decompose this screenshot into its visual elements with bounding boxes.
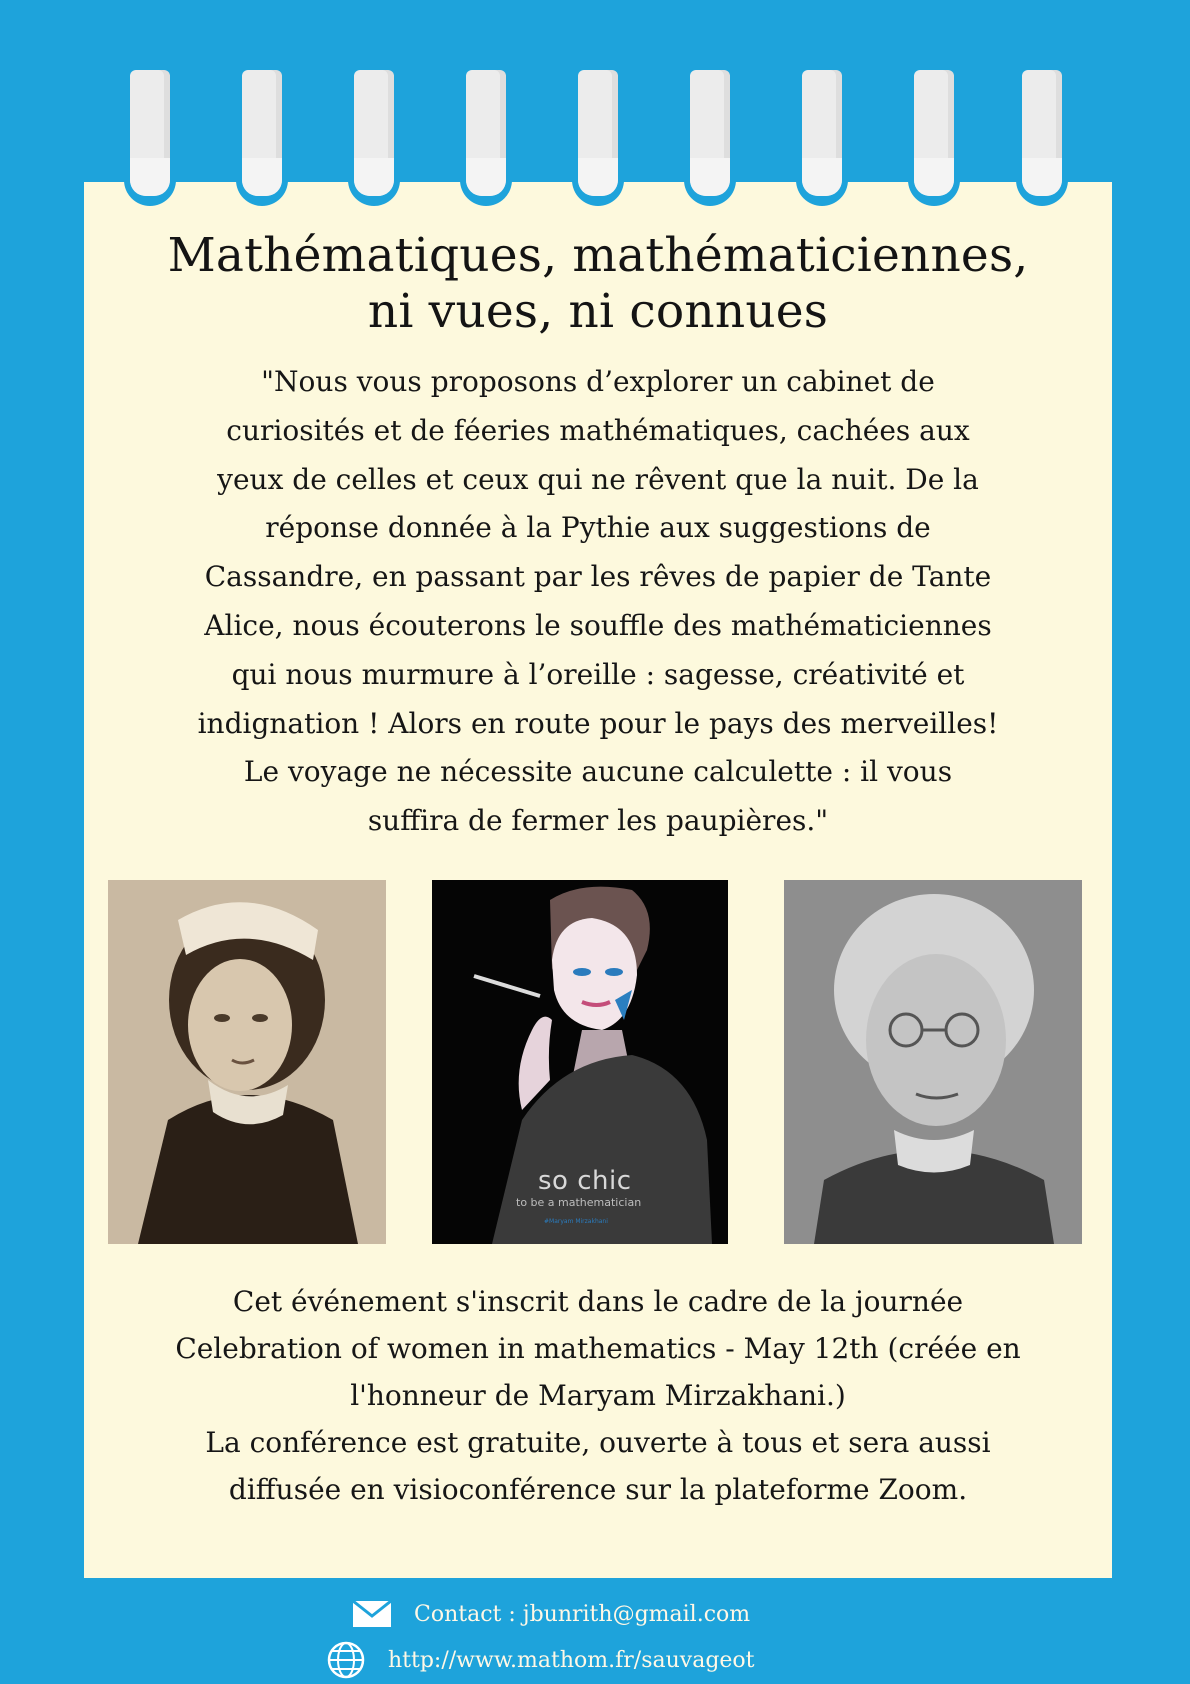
website-row[interactable]	[324, 1640, 864, 1680]
envelope-icon	[350, 1594, 394, 1634]
spiral-ring	[914, 70, 954, 210]
spiral-ring	[802, 70, 842, 210]
quote-line: Alice, nous écouterons le souffle des mathématiciennes	[204, 608, 992, 642]
poster-subline: to be a mathematician	[516, 1196, 642, 1209]
quote-line: Le voyage ne nécessite aucune calculette : il vous	[243, 755, 953, 789]
portrait-illustration	[784, 880, 1082, 1244]
spiral-ring	[354, 70, 394, 210]
spiral-ring	[242, 70, 282, 210]
spiral-ring	[466, 70, 506, 210]
quote-line: yeux de celles et ceux qui ne rêvent que la nuit. De la	[217, 462, 979, 496]
quote-line: indignation ! Alors en route pour le pays des merveilles!	[197, 706, 999, 740]
event-line: Celebration of women in mathematics - May 12th (créée en	[175, 1332, 1021, 1365]
spiral-ring	[578, 70, 618, 210]
quote-line: suffira de fermer les paupières."	[367, 804, 829, 838]
spiral-ring	[130, 70, 170, 210]
quote-line: réponse donnée à la Pythie aux suggestions de	[265, 511, 931, 545]
title-line-2: ni vues, ni connues	[367, 284, 829, 339]
poster-headline: so chic	[538, 1166, 632, 1196]
contact-email-row[interactable]	[350, 1594, 890, 1634]
quote-line: curiosités et de féeries mathématiques, cachées aux	[226, 413, 970, 447]
event-line: l'honneur de Maryam Mirzakhani.)	[350, 1379, 846, 1412]
event-description-quote	[90, 358, 1106, 846]
event-details	[96, 1278, 1100, 1513]
globe-icon	[324, 1640, 368, 1680]
quote-line: qui nous murmure à l’oreille : sagesse, créativité et	[231, 657, 965, 691]
event-line: La conférence est gratuite, ouverte à tous et sera aussi	[205, 1426, 991, 1459]
quote-line: Cassandre, en passant par les rêves de papier de Tante	[204, 560, 992, 594]
quote-line: "Nous vous proposons d’explorer un cabinet de	[261, 365, 935, 398]
so-chic-poster	[432, 880, 728, 1244]
page-title	[84, 228, 1112, 340]
event-line: diffusée en visioconférence sur la plateforme Zoom.	[228, 1473, 968, 1506]
spiral-ring	[1022, 70, 1062, 210]
portrait-photo-grayscale	[784, 880, 1082, 1244]
portrait-illustration	[108, 880, 386, 1244]
website-link[interactable]: http://www.mathom.fr/sauvageot	[388, 1647, 755, 1673]
title-line-1: Mathématiques, mathématiciennes,	[167, 228, 1029, 283]
event-line: Cet événement s'inscrit dans le cadre de la journée	[232, 1285, 964, 1318]
poster-tag: #Maryam Mirzakhani	[544, 1218, 608, 1225]
spiral-ring	[690, 70, 730, 210]
portrait-photo-sepia	[108, 880, 386, 1244]
contact-email-text[interactable]: Contact : jbunrith@gmail.com	[414, 1601, 751, 1627]
